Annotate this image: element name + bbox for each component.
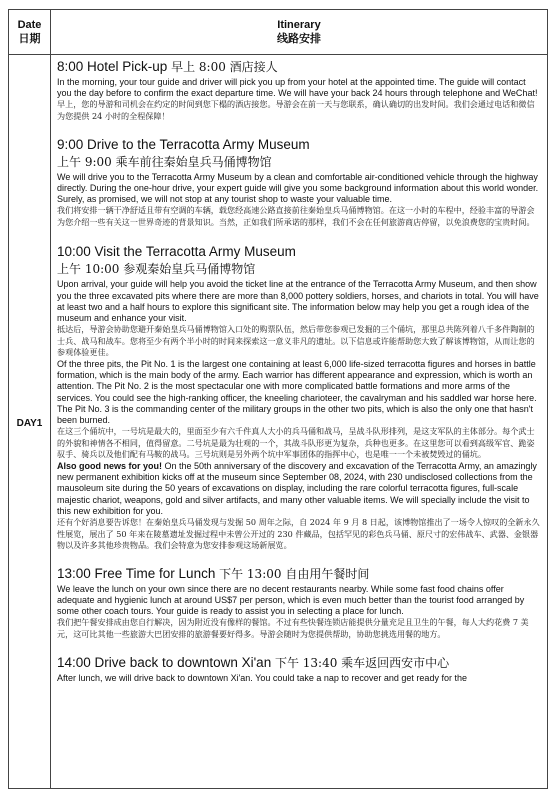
item-title-cn: 下午 13:40 乘车返回西安市中心 [274,655,450,670]
day-content [51,55,547,789]
day-row [9,55,547,789]
item-visit-museum [57,244,541,551]
date-header-cn: 日期 [18,32,41,45]
item-text-en [57,461,541,517]
item-lunch [57,566,541,641]
item-title-en: 13:00 Free Time for Lunch [57,565,216,581]
item-title-cn: 上午 10:00 参观秦始皇兵马俑博物馆 [57,262,256,277]
item-title-cn: 上午 9:00 乘车前往秦始皇兵马俑博物馆 [57,154,272,169]
item-title [57,59,541,75]
item-text-cn: 还有个好消息要告诉您！在秦始皇兵马俑发现与发掘 50 周年之际，自 2024 年 9 月 8 日起，该博物馆推出了一场令人惊叹的全新永久性展览，展出了 50 年来在陵墓遗址发掘过程中未曾公开过的 230 件藏品，包括罕见的彩色兵马俑、原尺寸的宏伟战车、武器、金银器物以及许多其他珍贵物品。我们会特意为您安排参观这场新展览。 [57,517,540,551]
table-header [9,10,547,55]
news-highlight: Also good news for you! [57,460,162,471]
item-drive-back [57,655,541,684]
itinerary-header [51,10,547,54]
item-title-en: 14:00 Drive back to downtown Xi'an [57,654,272,670]
item-title-en: 10:00 Visit the Terracotta Army Museum [57,244,296,260]
item-hotel-pickup [57,59,541,123]
itinerary-table [8,9,548,789]
item-title [57,566,541,582]
itinerary-header-cn: 线路安排 [277,32,321,45]
item-text-en: Of the three pits, the Pit No. 1 is the largest one containing at least 6,000 life-sized terracotta figures and horses in battle formation, which is the main body of the army. Each warrior has different appearance and expression, which is worth an attention. The Pit No. 2 is the most spectacular one with more complicated battle formations and more arms of the services. You could see the high-ranking officer, the kneeling charioteer, the cavalryman and his saddled war horse here. The Pit No. 3 is the commanding center of the military groups in the other two pits, which is also the only one that hasn't been burned. [57,358,537,425]
item-title [57,655,541,671]
item-title-cn: 早上 8:00 酒店接人 [171,60,278,74]
item-text-cn: 我们把午餐安排成由您自行解决，因为附近没有像样的餐馆。不过有些快餐连锁店能提供分量充足且卫生的午餐，每人大约花费 7 美元，这可比其他一些旅游大巴团安排的旅游餐要好得多。导游会随时为您提供帮助，协助您挑选用餐的地方。 [57,617,529,639]
item-text-en: We leave the lunch on your own since there are no decent restaurants nearby. While some fast food chains offer adequate and hygienic lunch at around US$7 per person, which is even much better than the tourist food arranged by some other coach tours. Your guide is ready to assist you in selecting a place for lunch. [57,583,525,617]
item-text-en: After lunch, we will drive back to downtown Xi'an. You could take a nap to recover and get ready for the [57,672,467,683]
item-text-cn: 早上，您的导游和司机会在约定的时间到您下榻的酒店接您。导游会在前一天与您联系，确认确切的出发时间。我们会通过电话和微信为您提供 24 小时的全程保障！ [57,99,535,121]
item-text-cn: 抵达后，导游会协助您避开秦始皇兵马俑博物馆入口处的购票队伍，然后带您参观已发掘的三个俑坑，那里总共陈列着八千多件陶制的士兵、战马和战车。您将至少有两个半小时的时间来探索这一意义非凡的遗址。以下信息或许能帮助您大致了解该博物馆，从而让您的参观体验更佳。 [57,324,535,358]
news-text: On the 50th anniversary of the discovery and excavation of the Terracotta Army, an amazingly new permanent exhibition kicks off at the museum since September 08, 2024, with 230 undisclosed collections from the mausoleum site during the 50 years of excavations on display, including the rare colorful terracotta figures, full-scale majestic chariot, weapons, gold and silver artifacts, and many other valuable items. We will specially include the visit to this new exhibition for you. [57,460,537,516]
item-drive [57,137,541,229]
item-text-en: Upon arrival, your guide will help you avoid the ticket line at the entrance of the Terracotta Army Museum, and then show you the three excavated pits where there are more than 8,000 pottery soldiers, horses, and chariots in total. You will have at least two and a half hours to explore this significant site. The information below may help you get a rough idea of the museum and enhance your visit. [57,279,539,323]
item-title-cn: 下午 13:00 自由用午餐时间 [219,566,370,581]
item-text-cn: 在这三个俑坑中，一号坑是最大的，里面至少有六千件真人大小的兵马俑和战马，呈战斗队形排列，是这支军队的主体部分。每个武士的外貌和神情各不相同，值得留意。二号坑是最为壮观的一个，其战斗队形更为复杂，兵种也更多。在这里您可以看到高级军官、跪姿驭手、骑兵以及他们配有马鞍的战马。三号坑则是另外两个坑中军事团体的指挥中心，也是唯一一个未被焚毁过的俑坑。 [57,426,535,460]
itinerary-header-en: Itinerary [277,19,321,31]
date-header-en: Date [17,19,42,31]
item-text-en: We will drive you to the Terracotta Army Museum by a clean and comfortable air-conditioned vehicle through the highway directly. During the one-hour drive, your expert guide will give you some background information about this world wonder. Surely, as promised, we will not stop at any tourist shop to waste your valuable time. [57,171,539,204]
date-header [9,10,51,54]
day-label: DAY1 [9,55,51,789]
item-text-cn: 我们将安排一辆干净舒适且带有空调的车辆，载您经高速公路直接前往秦始皇兵马俑博物馆。在这一小时的车程中，经验丰富的导游会为您介绍一些有关这一世界奇迹的背景知识。当然，正如我们所承诺的那样，我们不会在任何旅游商店停留，以免浪费您的宝贵时间。 [57,205,535,227]
item-title-en: 9:00 Drive to the Terracotta Army Museum [57,136,310,152]
item-text-en: In the morning, your tour guide and driver will pick you up from your hotel at the appointed time. The guide will contact you the day before to confirm the exact departure time. We will have your back 24 hours through telephone and WeChat! [57,77,538,99]
item-title-en: 8:00 Hotel Pick-up [57,59,168,74]
